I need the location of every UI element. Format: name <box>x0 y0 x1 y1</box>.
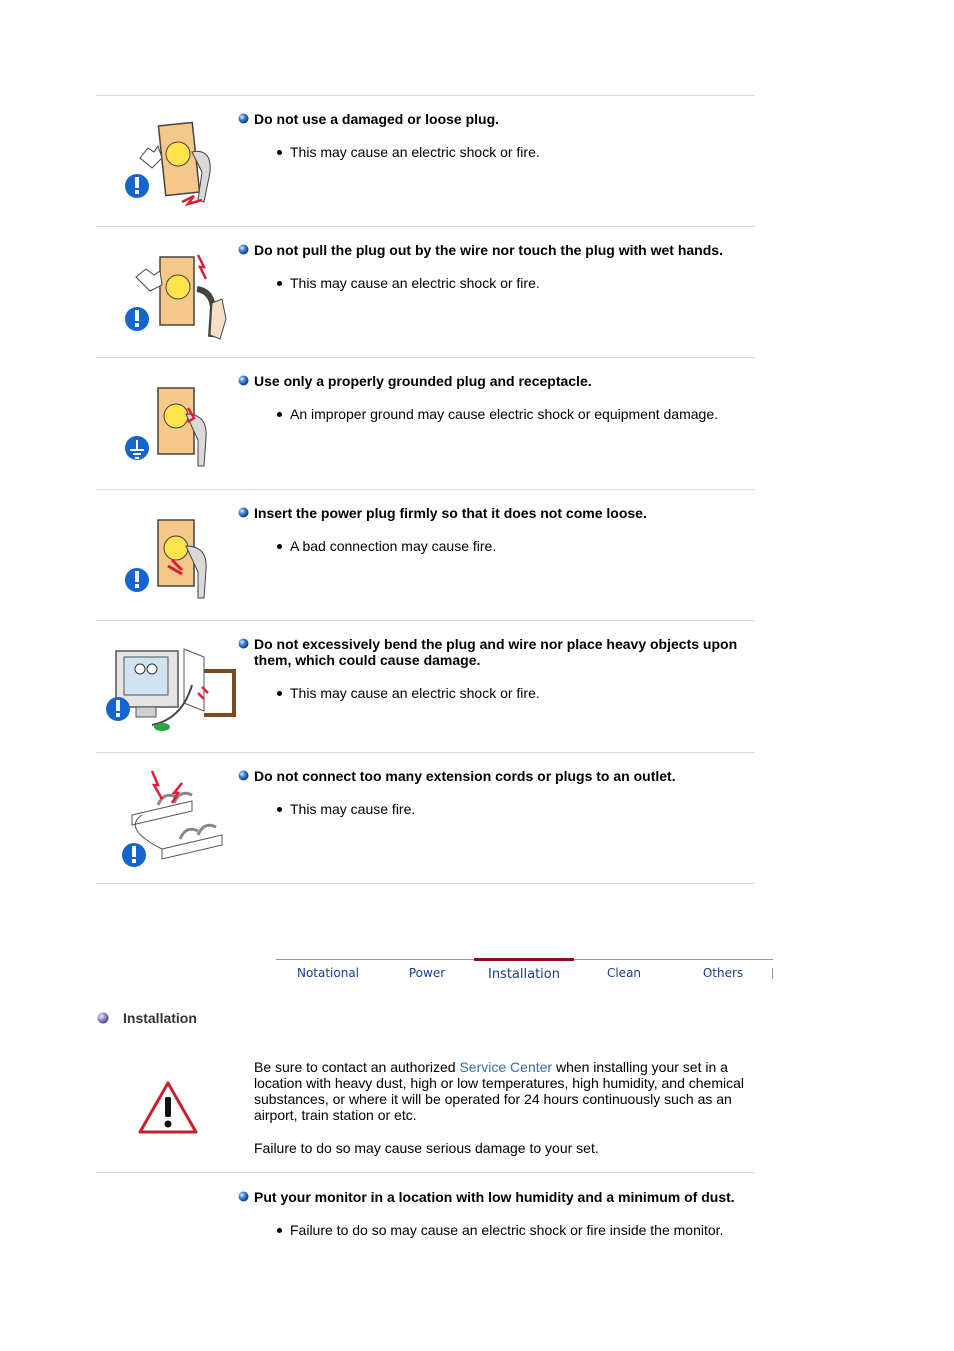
warning-detail <box>238 144 755 160</box>
purple-bullet-icon <box>97 1012 109 1024</box>
tab-installation[interactable]: Installation <box>474 958 574 988</box>
service-center-link[interactable]: Service Center <box>459 1059 553 1075</box>
intro-note: Failure to do so may cause serious damage to your set. <box>254 1140 599 1156</box>
warning-title <box>238 373 755 389</box>
warning-title-text: Use only a properly grounded plug and receptacle. <box>254 373 592 389</box>
warning-detail <box>238 801 755 817</box>
section-tab-bar <box>276 959 773 987</box>
warning-title-text: Do not use a damaged or loose plug. <box>254 111 500 127</box>
divider <box>96 883 755 884</box>
installation-intro <box>254 1059 754 1156</box>
installation-item-title <box>238 1189 755 1205</box>
blue-bullet-icon <box>238 507 249 518</box>
warning-detail-text: An improper ground may cause electric shock or equipment damage. <box>290 406 718 422</box>
intro-text: Be sure to contact an authorized <box>254 1059 460 1075</box>
list-bullet-icon <box>277 807 282 812</box>
list-bullet-icon <box>277 1228 282 1233</box>
warning-title <box>238 636 755 668</box>
warning-row <box>96 357 755 490</box>
list-bullet-icon <box>277 412 282 417</box>
warning-detail-text: A bad connection may cause fire. <box>290 538 497 554</box>
tab-clean[interactable]: Clean <box>606 966 642 980</box>
warning-title-text: Do not excessively bend the plug and wire nor place heavy objects upon them, which could cause damage. <box>254 636 738 668</box>
warning-row <box>96 620 755 753</box>
blue-bullet-icon <box>238 1191 249 1202</box>
warning-detail-text: This may cause an electric shock or fire. <box>290 144 540 160</box>
warning-title <box>238 111 755 127</box>
installation-item-detail-text: Failure to do so may cause an electric shock or fire inside the monitor. <box>290 1222 724 1238</box>
installation-row <box>96 1172 755 1273</box>
warning-row <box>96 226 755 358</box>
pull-wire-wet-hands-illustration <box>102 245 232 351</box>
warning-title <box>238 505 755 521</box>
section-title <box>97 1010 197 1026</box>
blue-bullet-icon <box>238 770 249 781</box>
tab-power[interactable]: Power <box>408 966 446 980</box>
warning-detail <box>238 275 755 291</box>
warning-title <box>238 768 755 784</box>
warning-detail-text: This may cause an electric shock or fire. <box>290 275 540 291</box>
blue-bullet-icon <box>238 244 249 255</box>
warning-detail-text: This may cause an electric shock or fire. <box>290 685 540 701</box>
warning-detail <box>238 685 755 701</box>
bent-wire-monitor-illustration <box>102 643 236 749</box>
warning-row <box>96 95 755 227</box>
warning-detail-text: This may cause fire. <box>290 801 416 817</box>
intro-text: when installing your set in a location with heavy dust, high or low temperatures, high humidity, and chemical substances, or where it will be operated for 24 hours continuously such as an airport, train station or etc. <box>254 1059 744 1123</box>
list-bullet-icon <box>277 281 282 286</box>
blue-bullet-icon <box>238 638 249 649</box>
warning-title-text: Do not pull the plug out by the wire nor touch the plug with wet hands. <box>254 242 723 258</box>
tab-divider <box>772 968 773 979</box>
warning-triangle-icon <box>137 1080 199 1136</box>
list-bullet-icon <box>277 544 282 549</box>
warning-row <box>96 489 755 621</box>
list-bullet-icon <box>277 150 282 155</box>
warning-detail <box>238 406 755 422</box>
grounded-plug-illustration <box>102 378 232 484</box>
warning-title-text: Insert the power plug firmly so that it does not come loose. <box>254 505 647 521</box>
tab-notational[interactable]: Notational <box>296 966 360 980</box>
blue-bullet-icon <box>238 113 249 124</box>
list-bullet-icon <box>277 691 282 696</box>
installation-item-title-text: Put your monitor in a location with low humidity and a minimum of dust. <box>254 1189 735 1205</box>
warning-title <box>238 242 755 258</box>
damaged-plug-illustration <box>102 114 232 220</box>
warning-detail <box>238 538 755 554</box>
insert-plug-firmly-illustration <box>102 510 232 616</box>
blue-bullet-icon <box>238 375 249 386</box>
intro-paragraph <box>254 1059 754 1123</box>
warning-row <box>96 752 755 884</box>
extension-cords-illustration <box>102 769 232 875</box>
installation-item-detail <box>238 1222 755 1238</box>
warning-title-text: Do not connect too many extension cords or plugs to an outlet. <box>254 768 676 784</box>
section-title-text: Installation <box>123 1010 197 1026</box>
tab-others[interactable]: Others <box>702 966 744 980</box>
